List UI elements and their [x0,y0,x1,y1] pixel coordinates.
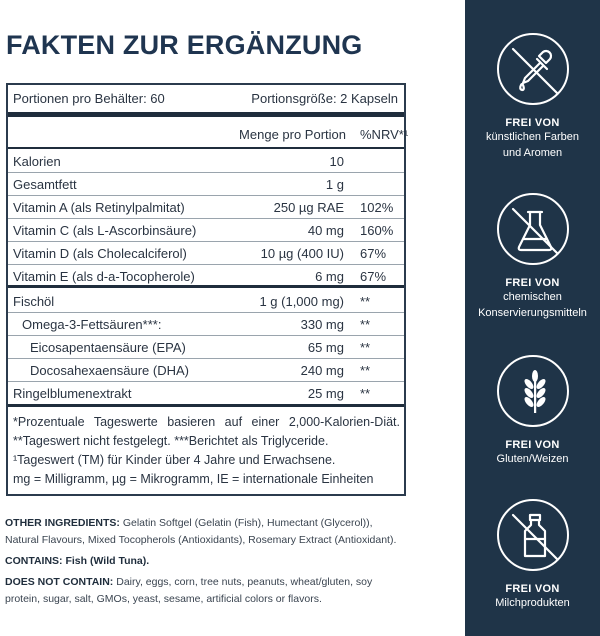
footnotes [13,413,400,489]
footnote-daily-values: *Prozentuale Tageswerte basieren auf einer 2,000-Kalorien-Diät. **Tageswert nicht festgelegt. ***Berichtet als Triglyceride. [13,415,400,448]
table-row: Vitamin D (als Cholecalciferol) 10 µg (400 IU) 67% [8,243,404,265]
table-row: Ringelblumenextrakt 25 mg ** [8,383,404,407]
does-not-contain: DOES NOT CONTAIN: Dairy, eggs, corn, tree nuts, peanuts, wheat/gluten, soy protein, sugar, salt, GMOs, yeast, sesame, artificial colors or flavors. [5,576,373,605]
table-row: Fischöl 1 g (1,000 mg) ** [8,291,404,313]
badge-no-gluten: FREI VON Gluten/Weizen [465,355,600,467]
table-row: Vitamin C (als L-Ascorbinsäure) 40 mg 160% [8,220,404,242]
badge-no-preservatives: FREI VON chemischen Konservierungsmitteln [465,193,600,321]
ingredients-section [5,515,405,612]
footnote-children: ¹Tageswert (TM) für Kinder über 4 Jahre und Erwachsene. [13,453,336,467]
servings-per-container: Portionen pro Behälter: 60 [13,91,165,106]
milk-bottle-icon [497,499,569,571]
column-header [8,122,409,149]
table-row: Omega-3-Fettsäuren***: 330 mg ** [8,314,404,336]
badge-no-dairy: FREI VON Milchprodukten [465,499,600,611]
amount-column-header: Menge pro Portion [239,127,346,142]
servings-header [8,85,404,117]
flask-icon [497,193,569,265]
table-row: Gesamtfett 1 g [8,174,404,196]
footnote-units: mg = Milligramm, µg = Mikrogramm, IE = internationale Einheiten [13,472,374,486]
supplement-facts-panel [6,83,409,496]
badge-no-artificial-colors: FREI VON künstlichen Farben und Aromen [465,33,600,161]
table-row: Eicosapentaensäure (EPA) 65 mg ** [8,337,404,359]
wheat-icon [497,355,569,427]
dropper-icon [497,33,569,105]
contains: CONTAINS: Fish (Wild Tuna). [5,555,150,567]
nrv-column-header: %NRV*¹ [360,127,409,142]
page-title: FAKTEN ZUR ERGÄNZUNG [6,30,363,60]
free-from-sidebar [465,0,600,636]
table-row: Kalorien 10 [8,151,404,173]
table-row: Vitamin E (als d-a-Tocopherole) 6 mg 67% [8,266,404,288]
other-ingredients: OTHER INGREDIENTS: Gelatin Softgel (Gelatin (Fish), Humectant (Glycerol)), Natural Flavours, Mixed Tocopherols (Antioxidants), Rosemary Extract (Antioxidant). [5,517,397,546]
serving-size: Portionsgröße: 2 Kapseln [251,91,398,106]
table-row: Docosahexaensäure (DHA) 240 mg ** [8,360,404,382]
table-row: Vitamin A (als Retinylpalmitat) 250 µg RAE 102% [8,197,404,219]
